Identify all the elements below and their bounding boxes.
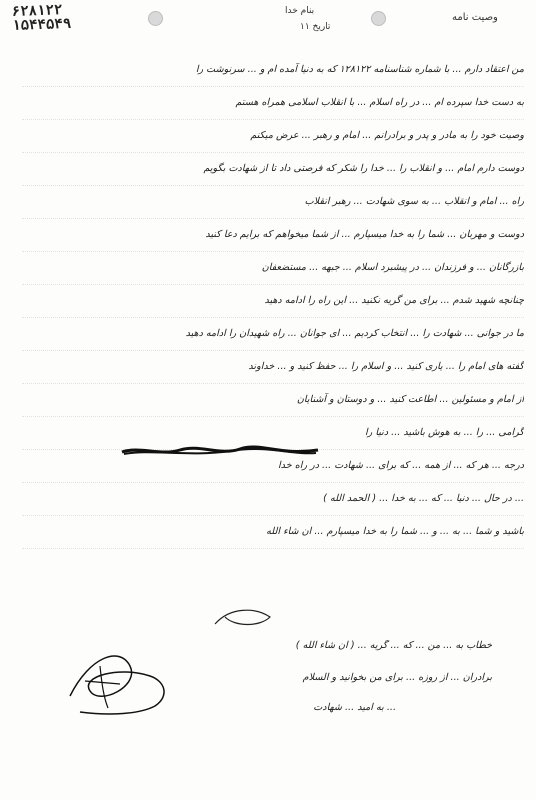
letter-line: راه ... امام و انقلاب ... به سوی شهادت ... رهبر انقلاب (22, 186, 524, 219)
letter-line: دوست و مهربان ... شما را به خدا میسپارم ... از شما میخواهم که برایم دعا کنید (22, 219, 524, 252)
handwritten-signature (60, 636, 180, 726)
letter-line: گرامی ... را ... به هوش باشید ... دنیا را (22, 417, 524, 450)
punch-hole (371, 11, 386, 26)
addressee: وصیت نامه (452, 12, 498, 23)
heading-small: بنام خدا (285, 6, 315, 16)
letter-line: گفته های امام را ... یاری کنید ... و اسلام را ... حفظ کنید و ... خداوند (22, 351, 524, 384)
letter-line: وصیت خود را به مادر و پدر و برادرانم ... امام و رهبر ... عرض میکنم (22, 120, 524, 153)
closing-line-1: خطاب به ... من ... که ... گریه ... ( ان شاء الله ) (295, 640, 492, 651)
letter-line: از امام و مسئولین ... اطاعت کنید ... و دوستان و آشنایان (22, 384, 524, 417)
crossed-out-text (120, 444, 320, 458)
decorative-flourish (210, 602, 280, 632)
reference-number: ۶۲۸۱۲۲ ۱۵۴۴۵۴۹ (11, 2, 72, 35)
letter-line: باشید و شما ... به ... و ... شما را به خدا میسپارم ... ان شاء الله (22, 516, 524, 549)
letter-line: چنانچه شهید شدم ... برای من گریه نکنید ... این راه را ادامه دهید (22, 285, 524, 318)
letter-line: دوست دارم امام ... و انقلاب را ... خدا را شکر که فرصتی داد تا از شهادت بگویم (22, 153, 524, 186)
punch-hole (148, 11, 163, 26)
letter-line: ما در جوانی ... شهادت را ... انتخاب کردیم ... ای جوانان ... راه شهیدان را ادامه دهید (22, 318, 524, 351)
letter-body (22, 54, 524, 549)
heading-top-right: تاریخ ۱۱ (300, 22, 331, 32)
closing-line-2: برادران ... از روزه ... برای من بخوانید و السلام (302, 672, 492, 683)
letter-line: من اعتقاد دارم ... با شماره شناسنامه ۱۲۸۱۲۲ که به دنیا آمده ام و ... سرنوشت را (22, 54, 524, 87)
letter-line: درجه ... هر که ... از همه ... که برای ... شهادت ... در راه خدا (22, 450, 524, 483)
letter-line: بازرگانان ... و فرزندان ... در پیشبرد اسلام ... جبهه ... مستضعفان (22, 252, 524, 285)
letter-line: به دست خدا سپرده ام ... در راه اسلام ... با انقلاب اسلامی همراه هستم (22, 87, 524, 120)
letter-line: ... در حال ... دنیا ... که ... به خدا ... ( الحمد الله ) (22, 483, 524, 516)
closing-line-3: ... به امید ... شهادت (313, 702, 396, 713)
